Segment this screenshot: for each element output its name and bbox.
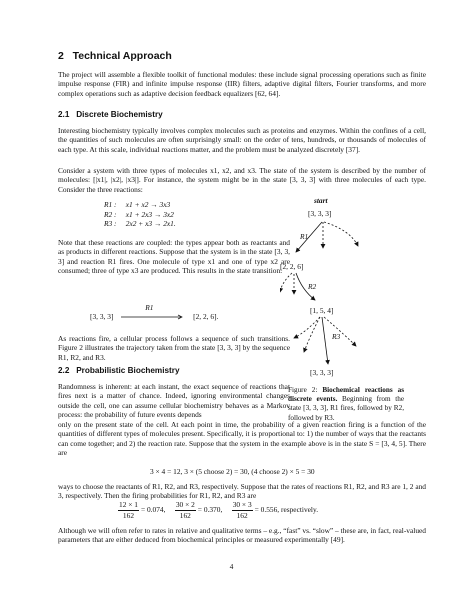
combinations-equation: 3 × 4 = 12, 3 × (5 choose 2) = 30, (4 choose 2) × 5 = 30 — [150, 467, 315, 476]
paragraph-3: Note that these reactions are coupled: the types appear both as reactants and as products in different reactions. Suppose that the system is in the state [3, 3, 3] and reaction R1 fires. One molecule of type x1 and one of type x2 are consumed; three of type x3 are produced. This results in the state transition: — [58, 238, 290, 276]
section-heading: 2 Technical Approach — [58, 50, 172, 62]
probabilities-equation: $\frac{12 \times 1}{162}$ = 0.074, $\frac{30 \times 2}{162}$ = 0.370, $\frac{30 \times 3}{162}$ = 0.556, respectively. — [119, 500, 319, 520]
paragraph-5: Randomness is inherent: at each instant, the exact sequence of reactions that fires next is a matter of chance. Indeed, ignoring environmental changes outside the cell, one can assume cellular biochemistry behaves as a Markov process: the probability of future events depends — [58, 382, 290, 420]
subsection-heading-2: 2.2 Probabilistic Biochemistry — [58, 366, 180, 375]
paragraph-8: Although we will often refer to rates in relative and qualitative terms – e.g., “fast” vs. “slow” – these are, in fact, real-valued parameters that are either deduced from biochemical principles or measured experimentally [49]. — [58, 526, 426, 545]
figure-edge-r3: R3 — [332, 332, 341, 341]
paragraph-6: only on the present state of the cell. At each point in time, the probability of a given reaction firing is a function of the quantities of different types of molecules present. Specifically, it is proportional to: 1) the number of ways that the reactants can come together; and 2) the reaction rate. Suppose that the system in the example above is in the state S = [3, 4, 5]. There are — [58, 420, 426, 458]
state-transition: [3, 3, 3] R1 [2, 2, 6]. — [90, 303, 219, 321]
caption-title: Biochemical reactions as discrete events. — [288, 386, 405, 404]
prob-fraction-3: $\frac{30 \times 3}{162}$ — [232, 500, 252, 520]
figure-2 — [280, 196, 410, 386]
reaction-list — [104, 200, 176, 229]
paragraph-2: Consider a system with three types of molecules x1, x2, and x3. The state of the system is described by the number of molecules: [|x1|, |x2|, |x3|]. For instance, the system might be in the state [3, 3, 3] with three molecules of each type. Consider the three reactions: — [58, 166, 426, 194]
prob-fraction-2: $\frac{30 \times 2}{162}$ — [175, 500, 195, 520]
paragraph-7: ways to choose the reactants of R1, R2, and R3, respectively. Suppose that the rates of reactions R1, R2, and R3 are 1, 2 and 3, respectively. Then the firing probabilities for R1, R2, and R3 are — [58, 482, 426, 501]
prob-fraction-1: $\frac{12 \times 1}{162}$ — [119, 500, 138, 520]
reaction-1: R1 : x1 + x2 → 3x3 — [104, 200, 171, 209]
figure-2-diagram — [280, 196, 410, 386]
paragraph-4: As reactions fire, a cellular process follows a sequence of such transitions. Figure 2 illustrates the trajectory taken from the state [3, 3, 3] by the sequence R1, R2, and R3. — [58, 334, 290, 362]
reaction-3: R3 : 2x2 + x3 → 2x1. — [104, 219, 176, 229]
figure-start-label: start — [314, 196, 328, 205]
caption-label: Figure 2: — [288, 386, 318, 394]
figure-state-2: [2, 2, 6] — [280, 262, 304, 271]
page-number: 4 — [229, 562, 234, 571]
subsection-heading-1: 2.1 Discrete Biochemistry — [58, 110, 163, 119]
transition-arrow — [121, 314, 185, 320]
figure-state-3: [1, 5, 4] — [310, 306, 334, 315]
caption-text: Beginning from the state [3, 3, 3], R1 fires, followed by R2, followed by R3. — [288, 395, 405, 422]
figure-state-1: [3, 3, 3] — [308, 209, 332, 218]
figure-2-caption — [288, 386, 404, 423]
reaction-2: R2 : x1 + 2x3 → 3x2 — [104, 209, 174, 219]
paragraph-1: Interesting biochemistry typically involves complex molecules such as proteins and enzymes. Within the confines of a cell, the quantities of such molecules are often surprisingly small: on the order of tens, hundreds, or thousands of molecules of each type. At this scale, individual reactions matter, and the problem must be analyzed discretely [37]. — [58, 126, 426, 154]
figure-state-4: [3, 3, 3] — [310, 368, 334, 377]
intro-paragraph: The project will assemble a flexible toolkit of functional modules: these include signal processing operations such as finite impulse response (FIR) and infinite impulse response (IIR) filters, adaptive digital filters, Fourier transforms, and more complex operations such as adaptive decision feedback equalizers [62, 64]. — [58, 70, 426, 98]
figure-edge-r2: R2 — [308, 282, 317, 291]
figure-edge-r1: R1 — [300, 232, 309, 241]
